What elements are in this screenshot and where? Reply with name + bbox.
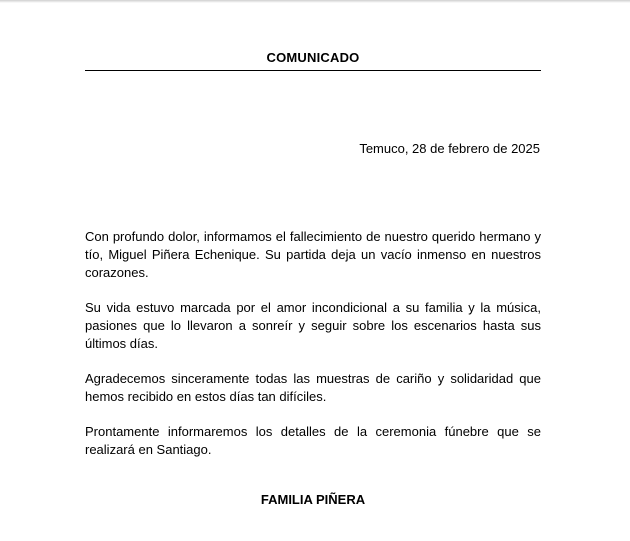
paragraph-life: Su vida estuvo marcada por el amor incondicional a su familia y la música, pasiones que lo llevaron a sonreír y seguir sobre los escenarios hasta sus últimos días. (85, 300, 541, 351)
paragraph-announcement: Con profundo dolor, informamos el fallecimiento de nuestro querido hermano y tío, Miguel Piñera Echenique. Su partida deja un vacío inmenso en nuestros corazones. (85, 229, 541, 280)
date-line: Temuco, 28 de febrero de 2025 (359, 141, 540, 156)
document-title: COMUNICADO (266, 50, 360, 65)
page-top-edge (0, 0, 630, 3)
signature: FAMILIA PIÑERA (260, 492, 366, 507)
document-body (85, 228, 541, 476)
paragraph-thanks: Agradecemos sinceramente todas las muestras de cariño y solidaridad que hemos recibido en estos días tan difíciles. (85, 371, 541, 404)
title-underline (85, 70, 541, 71)
paragraph-ceremony: Prontamente informaremos los detalles de la ceremonia fúnebre que se realizará en Santiago. (85, 424, 541, 457)
